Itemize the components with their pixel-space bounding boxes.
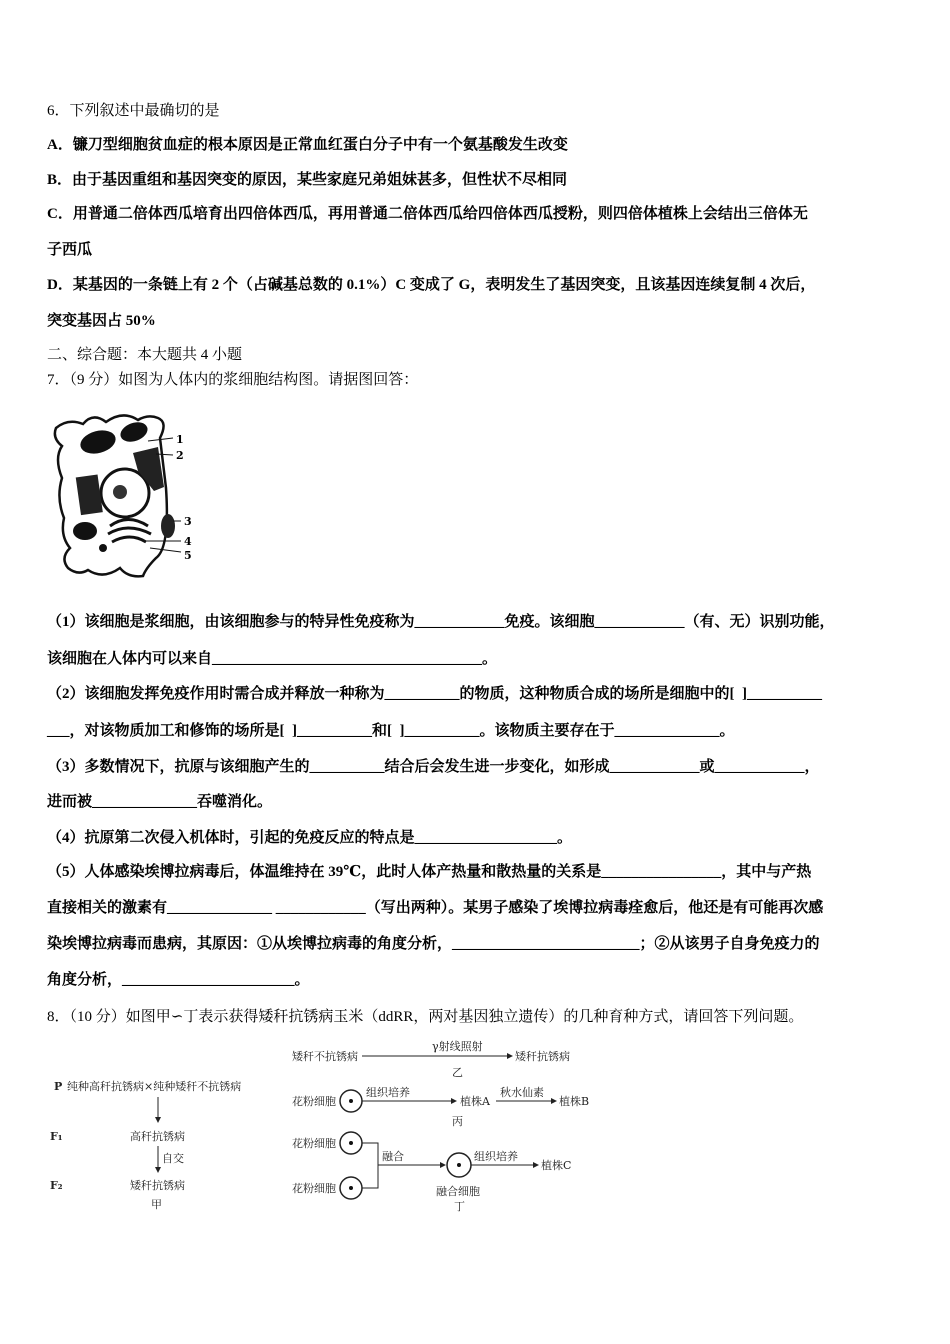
plant-a: 植株A: [460, 1095, 490, 1108]
q7-line: 角度分析，_______________________。: [47, 972, 310, 988]
fusion-label: 融合: [382, 1150, 404, 1163]
method-name-yi: 乙: [452, 1066, 463, 1079]
cell-label-5: 5: [184, 549, 192, 562]
q6-option-b: B．由于基因重组和基因突变的原因，某些家庭兄弟姐妹甚多，但性状不尽相同: [47, 172, 568, 188]
cell-label-4: 4: [184, 535, 192, 548]
f2-label: F₂: [50, 1179, 63, 1192]
p-label: P: [54, 1080, 63, 1093]
method-ding: [292, 1132, 571, 1213]
method-name-bing: 丙: [452, 1115, 463, 1128]
cell-label-3: 3: [184, 515, 192, 528]
q7-line: 进而被______________吞噬消化。: [47, 794, 273, 810]
q7-line: （4）抗原第二次侵入机体时，引起的免疫反应的特点是___________________。: [47, 830, 573, 846]
cell-label-2: 2: [176, 449, 184, 462]
pollen-cell-label: 花粉细胞: [292, 1137, 336, 1150]
q7-line: （5）人体感染埃博拉病毒后，体温维持在 39℃，此时人体产热量和散热量的关系是________________，其中与产热: [47, 864, 812, 880]
tissue-culture-label: 组织培养: [474, 1150, 518, 1163]
f1-label: F₁: [50, 1130, 63, 1143]
q7-line: （2）该细胞发挥免疫作用时需合成并释放一种称为__________的物质，这种物质合成的场所是细胞中的[ ]__________: [47, 686, 822, 702]
method-jia: [50, 1079, 241, 1211]
q8-stem: 8．（10 分）如图甲∽丁表示获得矮秆抗锈病玉米（ddRR，两对基因独立遗传）的几种育种方式，请回答下列问题。: [47, 1009, 804, 1025]
q7-line: 该细胞在人体内可以来自____________________________________。: [47, 651, 498, 667]
method-name-ding: 丁: [454, 1200, 465, 1213]
method-bing: [292, 1085, 589, 1128]
self-cross-label: 自交: [162, 1152, 184, 1165]
q7-line: ___，对该物质加工和修饰的场所是[ ]__________和[ ]__________。该物质主要存在于______________。: [47, 723, 735, 739]
yi-from: 矮秆不抗锈病: [292, 1050, 358, 1063]
q6-option-a: A．镰刀型细胞贫血症的根本原因是正常血红蛋白分子中有一个氨基酸发生改变: [47, 137, 568, 153]
method-name-jia: 甲: [151, 1198, 162, 1211]
cell-label-1: 1: [176, 433, 184, 446]
plasma-cell-diagram: [48, 408, 208, 583]
q7-line: （3）多数情况下，抗原与该细胞产生的__________结合后会发生进一步变化，如形成____________或____________，: [47, 759, 820, 775]
section-heading: 二、综合题：本大题共 4 小题: [47, 347, 243, 363]
q7-line: （1）该细胞是浆细胞，由该细胞参与的特异性免疫称为____________免疫。该细胞____________（有、无）识别功能，: [47, 614, 835, 630]
f2-text: 矮秆抗锈病: [130, 1179, 185, 1192]
f1-text: 高秆抗锈病: [130, 1130, 185, 1143]
p-text: 纯种高秆抗锈病×纯种矮秆不抗锈病: [67, 1080, 242, 1093]
pollen-cell-label: 花粉细胞: [292, 1182, 336, 1195]
tissue-culture-label: 组织培养: [366, 1086, 410, 1099]
q7-stem: 7．（9 分）如图为人体内的浆细胞结构图。请据图回答：: [47, 372, 419, 388]
q7-line: 染埃博拉病毒而患病，其原因：①从埃博拉病毒的角度分析，_________________________；②从该男子自身免疫力的: [47, 936, 820, 952]
q6-option-d-cont: 突变基因占 50%: [47, 313, 156, 329]
breeding-diagram: [40, 1030, 680, 1220]
fused-cell-label: 融合细胞: [436, 1185, 480, 1198]
colchicine-label: 秋水仙素: [500, 1086, 544, 1099]
q6-option-d: D．某基因的一条链上有 2 个（占碱基总数的 0.1%）C 变成了 G，表明发生了基因突变，且该基因连续复制 4 次后，: [47, 277, 816, 293]
q6-option-c: C．用普通二倍体西瓜培育出四倍体西瓜，再用普通二倍体西瓜给四倍体西瓜授粉，则四倍体植株上会结出三倍体无: [47, 206, 808, 222]
plant-b: 植株B: [559, 1095, 590, 1108]
q6-stem: 6．下列叙述中最确切的是: [47, 103, 220, 119]
plant-c: 植株C: [541, 1159, 572, 1172]
yi-to: 矮秆抗锈病: [515, 1050, 570, 1063]
q7-line: 直接相关的激素有______________ ____________（写出两种）。某男子感染了埃博拉病毒痊愈后，他还是有可能再次感: [47, 900, 824, 916]
q6-option-c-cont: 子西瓜: [47, 242, 93, 258]
method-yi: [292, 1039, 570, 1079]
pollen-cell-label: 花粉细胞: [292, 1095, 336, 1108]
yi-arrow-label: γ射线照射: [432, 1040, 483, 1053]
